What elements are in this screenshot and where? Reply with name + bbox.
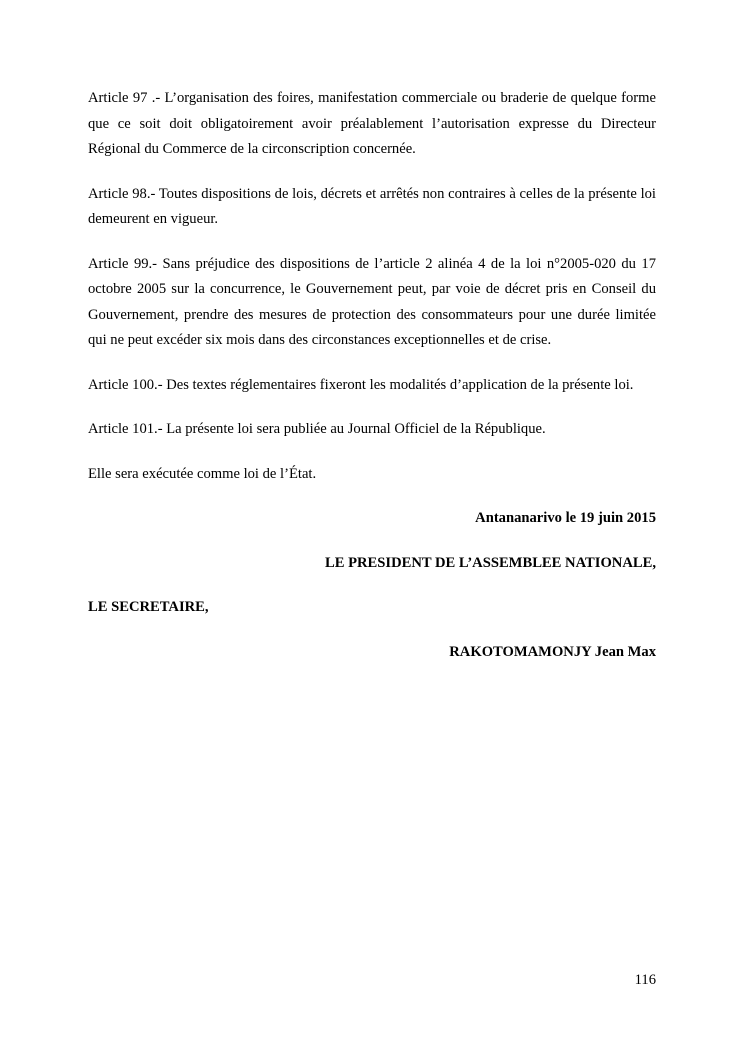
article-99: Article 99.- Sans préjudice des dispositions de l’article 2 alinéa 4 de la loi n°2005-020 du 17 octobre 2005 sur la concurrence, le Gouvernement peut, par voie de décret pris en Conseil du Gouvernement, prendre des mesures de protection des consommateurs pour une durée limitée qui ne peut excéder six mois dans des circonstances exceptionnelles et de crise.: [88, 255, 656, 348]
page-content: [88, 86, 656, 665]
signatory-name: RAKOTOMAMONJY Jean Max: [449, 643, 656, 660]
secretary-title: LE SECRETAIRE,: [88, 599, 209, 615]
article-101: Article 101.- La présente loi sera publiée au Journal Officiel de la République.: [88, 421, 546, 437]
closing-statement: Elle sera exécutée comme loi de l’État.: [88, 465, 317, 482]
signature-block: [88, 506, 656, 665]
place-date: Antananarivo le 19 juin 2015: [475, 510, 656, 526]
article-98: Article 98.- Toutes dispositions de lois, décrets et arrêtés non contraires à celles de la présente loi demeurent en vigueur.: [88, 185, 656, 227]
page-number: 116: [634, 972, 656, 988]
article-100: Article 100.- Des textes réglementaires fixeront les modalités d’application de la présente loi.: [88, 376, 634, 393]
president-title: LE PRESIDENT DE L’ASSEMBLEE NATIONALE,: [324, 554, 656, 571]
article-97: Article 97 .- L’organisation des foires, manifestation commerciale ou braderie de quelque forme que ce soit doit obligatoirement avoir préalablement l’autorisation expresse du Directeur Régional du Commerce de la circonscription concernée.: [88, 90, 656, 157]
